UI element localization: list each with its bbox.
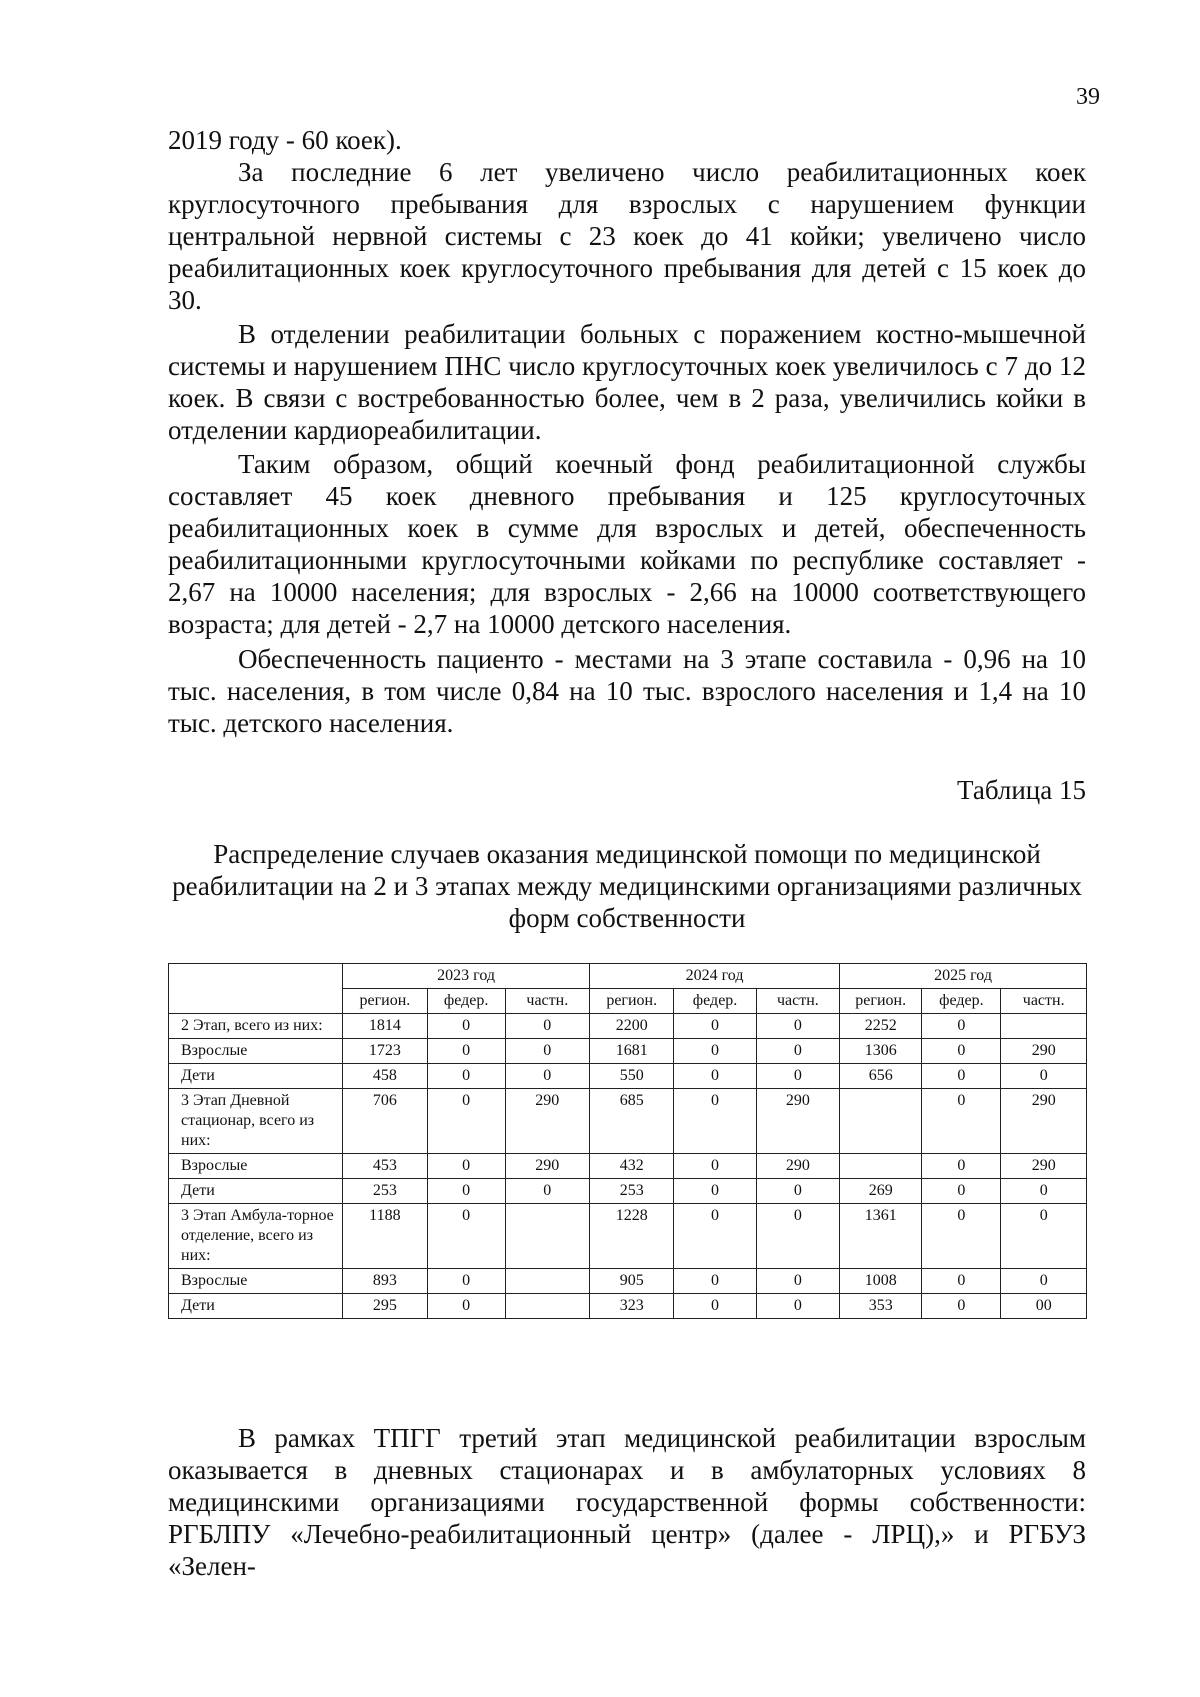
- table-cell: 0: [674, 1154, 756, 1179]
- table-cell: 2252: [840, 1014, 922, 1039]
- table-cell: 0: [674, 1269, 756, 1294]
- table-cell: 0: [674, 1064, 756, 1089]
- table-cell: 458: [343, 1064, 427, 1089]
- table-row: [169, 1014, 1087, 1039]
- header-ownership-type: регион.: [343, 989, 427, 1014]
- table-cell: 0: [922, 1039, 1001, 1064]
- table-cell: 905: [590, 1269, 674, 1294]
- table-cell: 290: [1001, 1039, 1087, 1064]
- table-cell: 0: [427, 1014, 505, 1039]
- table-cell: 0: [427, 1089, 505, 1154]
- table-cell: 2200: [590, 1014, 674, 1039]
- table-cell: 550: [590, 1064, 674, 1089]
- table-body: [169, 1014, 1087, 1319]
- table-cell: 0: [505, 1179, 589, 1204]
- table-cell: 0: [756, 1204, 839, 1269]
- table-cell: [505, 1294, 589, 1319]
- paragraph-text: В отделении реабилитации больных с поражением костно-мышечной системы и нарушением ПНС число круглосуточных коек увеличилось с 7 до 12 коек. В связи с востребованностью более, чем в 2 раза, увеличились койки в отделении кардиореабилитации.: [168, 319, 1086, 445]
- paragraph-continuation: [168, 124, 1086, 156]
- table-row: [169, 1204, 1087, 1269]
- paragraph-bed-fund-summary: [168, 448, 1086, 640]
- table-cell: [840, 1154, 922, 1179]
- rehabilitation-table: [168, 963, 1087, 1319]
- header-year: 2024 год: [590, 964, 840, 989]
- header-ownership-type: частн.: [505, 989, 589, 1014]
- paragraph-text: Таким образом, общий коечный фонд реабилитационной службы составляет 45 коек дневного пребывания и 125 круглосуточных реабилитационных коек в сумме для взрослых и детей, обеспеченность реабилитационными круглосуточными койками по республике составляет - 2,67 на 10000 населения; для взрослых - 2,66 на 10000 соответствующего возраста; для детей - 2,7 на 10000 детского населения.: [168, 449, 1086, 639]
- table-cell: 290: [505, 1089, 589, 1154]
- table-cell: 0: [922, 1064, 1001, 1089]
- table-cell: 1306: [840, 1039, 922, 1064]
- table-cell: 0: [505, 1039, 589, 1064]
- row-label: Взрослые: [169, 1269, 343, 1294]
- header-ownership-type: федер.: [427, 989, 505, 1014]
- table-cell: 1008: [840, 1269, 922, 1294]
- table-cell: 0: [674, 1294, 756, 1319]
- table-cell: 1681: [590, 1039, 674, 1064]
- table-cell: 0: [922, 1204, 1001, 1269]
- table-cell: 432: [590, 1154, 674, 1179]
- table-cell: [1001, 1014, 1087, 1039]
- paragraph-musculoskeletal-department: [168, 318, 1086, 446]
- table-cell: 0: [1001, 1204, 1087, 1269]
- table-cell: 0: [427, 1179, 505, 1204]
- page-number: 39: [1076, 84, 1100, 110]
- table-cell: 0: [922, 1154, 1001, 1179]
- table-cell: 706: [343, 1089, 427, 1154]
- table-cell: 269: [840, 1179, 922, 1204]
- header-ownership-type: регион.: [840, 989, 922, 1014]
- header-year: 2025 год: [840, 964, 1087, 989]
- table-cell: 0: [922, 1179, 1001, 1204]
- table-cell: 0: [427, 1039, 505, 1064]
- table-cell: 323: [590, 1294, 674, 1319]
- table-row: [169, 1269, 1087, 1294]
- row-label: Дети: [169, 1064, 343, 1089]
- table-cell: 253: [590, 1179, 674, 1204]
- row-label: Взрослые: [169, 1039, 343, 1064]
- table-cell: 290: [1001, 1089, 1087, 1154]
- table-cell: 0: [505, 1014, 589, 1039]
- row-label: Дети: [169, 1294, 343, 1319]
- table-cell: 453: [343, 1154, 427, 1179]
- paragraph-text: 2019 году - 60 коек).: [168, 125, 402, 155]
- header-ownership-type: частн.: [756, 989, 839, 1014]
- table-cell: 0: [674, 1039, 756, 1064]
- table-cell: 290: [756, 1154, 839, 1179]
- table-row: [169, 1154, 1087, 1179]
- table-cell: 0: [1001, 1179, 1087, 1204]
- table-row: [169, 1064, 1087, 1089]
- table-cell: 0: [922, 1269, 1001, 1294]
- table-cell: 0: [427, 1269, 505, 1294]
- table-cell: 0: [756, 1294, 839, 1319]
- table-cell: 290: [505, 1154, 589, 1179]
- table-cell: 893: [343, 1269, 427, 1294]
- table-header-years: [169, 964, 1087, 989]
- table-cell: 1188: [343, 1204, 427, 1269]
- table-cell: 0: [674, 1089, 756, 1154]
- table-caption: Таблица 15: [957, 775, 1086, 805]
- table-cell: 1228: [590, 1204, 674, 1269]
- table-cell: 685: [590, 1089, 674, 1154]
- table-cell: 0: [674, 1204, 756, 1269]
- table-cell: 0: [427, 1294, 505, 1319]
- table-cell: 290: [756, 1089, 839, 1154]
- table-cell: 0: [922, 1294, 1001, 1319]
- row-label: Взрослые: [169, 1154, 343, 1179]
- table-cell: 656: [840, 1064, 922, 1089]
- table-row: [169, 1089, 1087, 1154]
- table-cell: 0: [756, 1269, 839, 1294]
- paragraph-text: За последние 6 лет увеличено число реабилитационных коек круглосуточного пребывания для взрослых с нарушением функции центральной нервной системы с 23 коек до 41 койки; увеличено число реабилитационных коек круглосуточного пребывания для детей с 15 коек до 30.: [168, 157, 1086, 315]
- row-label: 3 Этап Амбула-торное отделение, всего из них:: [169, 1204, 343, 1269]
- table-cell: 295: [343, 1294, 427, 1319]
- table-title: Распределение случаев оказания медицинской помощи по медицинской реабилитации на 2 и 3 этапах между медицинскими организациями различных форм собственности: [172, 839, 1082, 933]
- table-cell: [840, 1089, 922, 1154]
- table-cell: 0: [922, 1014, 1001, 1039]
- table-cell: 0: [674, 1014, 756, 1039]
- table-cell: 0: [427, 1154, 505, 1179]
- table-cell: 0: [756, 1039, 839, 1064]
- row-label: Дети: [169, 1179, 343, 1204]
- paragraph-text: Обеспеченность пациенто - местами на 3 этапе составила - 0,96 на 10 тыс. населения, в том числе 0,84 на 10 тыс. взрослого населения и 1,4 на 10 тыс. детского населения.: [168, 644, 1086, 738]
- header-ownership-type: частн.: [1001, 989, 1087, 1014]
- header-year: 2023 год: [343, 964, 590, 989]
- table-cell: 0: [1001, 1269, 1087, 1294]
- table-row: [169, 1039, 1087, 1064]
- header-ownership-type: регион.: [590, 989, 674, 1014]
- table-cell: [505, 1269, 589, 1294]
- table-cell: 0: [427, 1204, 505, 1269]
- table-cell: 1723: [343, 1039, 427, 1064]
- table-cell: 0: [427, 1064, 505, 1089]
- table-cell: 0: [674, 1179, 756, 1204]
- table-cell: 0: [505, 1064, 589, 1089]
- table-cell: 353: [840, 1294, 922, 1319]
- header-ownership-type: федер.: [674, 989, 756, 1014]
- table-row: [169, 1179, 1087, 1204]
- row-label: 3 Этап Дневной стационар, всего из них:: [169, 1089, 343, 1154]
- table-cell: 0: [756, 1179, 839, 1204]
- table-row: [169, 1294, 1087, 1319]
- table-cell: 290: [1001, 1154, 1087, 1179]
- row-label: 2 Этап, всего из них:: [169, 1014, 343, 1039]
- table-cell: 253: [343, 1179, 427, 1204]
- table-cell: 0: [922, 1089, 1001, 1154]
- table-cell: 00: [1001, 1294, 1087, 1319]
- table-cell: 0: [756, 1014, 839, 1039]
- paragraph-patient-places: [168, 643, 1086, 739]
- table-cell: 0: [756, 1064, 839, 1089]
- table-cell: [505, 1204, 589, 1269]
- paragraph-beds-increase: [168, 156, 1086, 316]
- header-empty-cell: [169, 964, 343, 1014]
- table-cell: 1814: [343, 1014, 427, 1039]
- paragraph-text: В рамках ТПГГ третий этап медицинской реабилитации взрослым оказывается в дневных стационарах и в амбулаторных условиях 8 медицинскими организациями государственной формы собственности: РГБЛПУ «Лечебно-реабилитационный центр» (далее - ЛРЦ),» и РГБУЗ «Зелен-: [168, 1423, 1086, 1581]
- header-ownership-type: федер.: [922, 989, 1001, 1014]
- table-cell: 0: [1001, 1064, 1087, 1089]
- paragraph-third-stage: [168, 1422, 1086, 1582]
- table-cell: 1361: [840, 1204, 922, 1269]
